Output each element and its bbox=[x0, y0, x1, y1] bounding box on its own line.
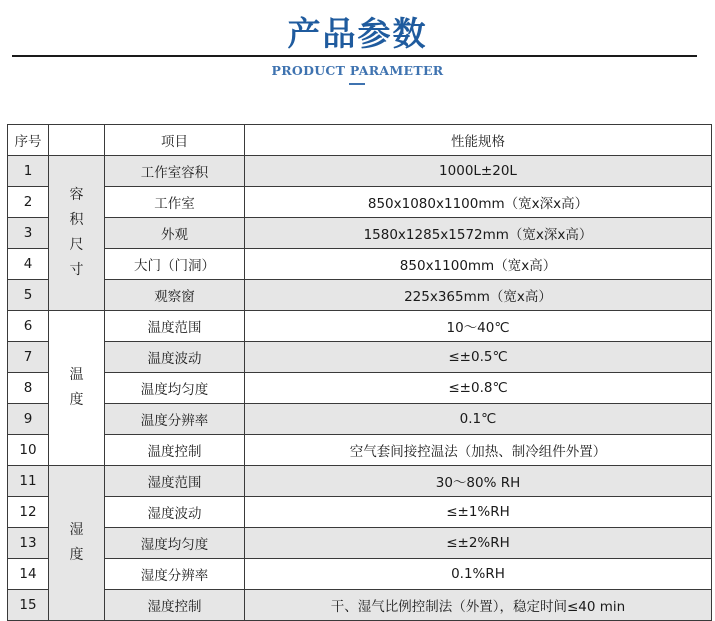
row-number: 3 bbox=[8, 218, 49, 249]
row-item: 大门（门洞） bbox=[105, 249, 245, 280]
table-row bbox=[8, 311, 712, 342]
row-spec: 0.1%RH bbox=[245, 559, 712, 590]
row-item: 湿度分辨率 bbox=[105, 559, 245, 590]
table-row bbox=[8, 342, 712, 373]
table-row bbox=[8, 280, 712, 311]
row-spec: ≤±0.5℃ bbox=[245, 342, 712, 373]
table-row bbox=[8, 466, 712, 497]
row-item: 外观 bbox=[105, 218, 245, 249]
row-spec: 0.1℃ bbox=[245, 404, 712, 435]
row-item: 工作室 bbox=[105, 187, 245, 218]
row-item: 湿度均匀度 bbox=[105, 528, 245, 559]
row-item: 温度波动 bbox=[105, 342, 245, 373]
row-item: 温度分辨率 bbox=[105, 404, 245, 435]
table-row bbox=[8, 218, 712, 249]
row-number: 10 bbox=[8, 435, 49, 466]
table-row bbox=[8, 187, 712, 218]
column-header-spec: 性能规格 bbox=[245, 125, 712, 156]
row-group-text: 温度 bbox=[69, 367, 84, 408]
column-header-no: 序号 bbox=[8, 125, 49, 156]
table-row bbox=[8, 373, 712, 404]
row-item: 湿度波动 bbox=[105, 497, 245, 528]
page-header bbox=[0, 0, 715, 100]
row-item: 工作室容积 bbox=[105, 156, 245, 187]
row-number: 5 bbox=[8, 280, 49, 311]
page-title: 产品参数 bbox=[287, 14, 428, 53]
row-number: 1 bbox=[8, 156, 49, 187]
page-subtitle: PRODUCT PARAMETER bbox=[271, 63, 444, 78]
row-spec: 225x365mm（宽x高） bbox=[245, 280, 712, 311]
row-spec: 850x1100mm（宽x高） bbox=[245, 249, 712, 280]
subtitle-underline bbox=[349, 83, 365, 85]
table-row bbox=[8, 249, 712, 280]
row-number: 7 bbox=[8, 342, 49, 373]
row-spec: ≤±2%RH bbox=[245, 528, 712, 559]
row-number: 13 bbox=[8, 528, 49, 559]
row-number: 15 bbox=[8, 590, 49, 621]
title-rule bbox=[12, 55, 697, 57]
row-spec: 10～40℃ bbox=[245, 311, 712, 342]
column-header-item: 项目 bbox=[105, 125, 245, 156]
row-number: 12 bbox=[8, 497, 49, 528]
row-spec: 850x1080x1100mm（宽x深x高） bbox=[245, 187, 712, 218]
row-number: 6 bbox=[8, 311, 49, 342]
table-header-row bbox=[8, 125, 712, 156]
table-row bbox=[8, 528, 712, 559]
row-spec: 30～80% RH bbox=[245, 466, 712, 497]
row-spec: 1580x1285x1572mm（宽x深x高） bbox=[245, 218, 712, 249]
row-item: 温度范围 bbox=[105, 311, 245, 342]
table-row bbox=[8, 497, 712, 528]
column-header-group bbox=[49, 125, 105, 156]
row-group-label bbox=[49, 156, 105, 311]
row-item: 湿度控制 bbox=[105, 590, 245, 621]
row-spec: 1000L±20L bbox=[245, 156, 712, 187]
table-row bbox=[8, 404, 712, 435]
row-group-text: 湿度 bbox=[69, 522, 84, 563]
row-number: 8 bbox=[8, 373, 49, 404]
parameter-table bbox=[7, 124, 712, 621]
row-group-label bbox=[49, 466, 105, 621]
row-spec: 空气套间接控温法（加热、制冷组件外置） bbox=[245, 435, 712, 466]
row-item: 观察窗 bbox=[105, 280, 245, 311]
row-number: 11 bbox=[8, 466, 49, 497]
row-spec: ≤±0.8℃ bbox=[245, 373, 712, 404]
row-number: 2 bbox=[8, 187, 49, 218]
row-number: 4 bbox=[8, 249, 49, 280]
table-row bbox=[8, 590, 712, 621]
row-number: 9 bbox=[8, 404, 49, 435]
row-group-text: 容积尺寸 bbox=[69, 187, 84, 278]
row-number: 14 bbox=[8, 559, 49, 590]
row-item: 温度控制 bbox=[105, 435, 245, 466]
table-row bbox=[8, 156, 712, 187]
table-row bbox=[8, 435, 712, 466]
row-group-label bbox=[49, 311, 105, 466]
parameter-table-body bbox=[8, 125, 712, 621]
row-item: 湿度范围 bbox=[105, 466, 245, 497]
row-item: 温度均匀度 bbox=[105, 373, 245, 404]
row-spec: 干、湿气比例控制法（外置），稳定时间≤40 min bbox=[245, 590, 712, 621]
row-spec: ≤±1%RH bbox=[245, 497, 712, 528]
table-row bbox=[8, 559, 712, 590]
